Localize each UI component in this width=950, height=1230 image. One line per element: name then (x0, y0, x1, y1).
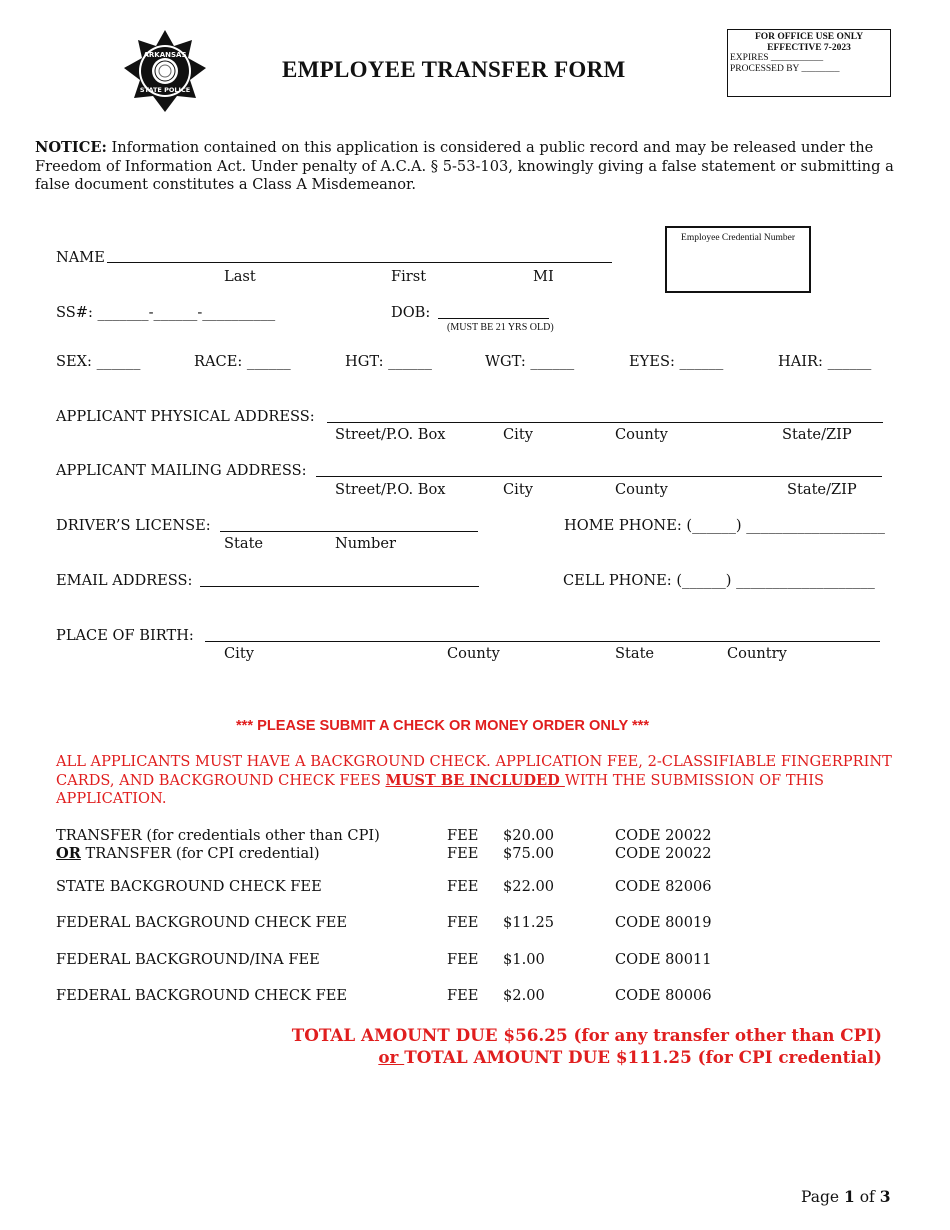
race-field[interactable]: RACE: ______ (194, 353, 291, 370)
email-input-line[interactable] (200, 586, 479, 587)
fee-code: CODE 20022 (615, 845, 712, 862)
height-field[interactable]: HGT: ______ (345, 353, 432, 370)
page-of: of (854, 1188, 880, 1206)
hair-field[interactable]: HAIR: ______ (778, 353, 872, 370)
mailing-city-caption: City (503, 481, 533, 498)
total-due-standard: TOTAL AMOUNT DUE $56.25 (for any transfer other than CPI) (291, 1025, 882, 1045)
fee-description (56, 951, 320, 968)
dl-number-caption: Number (335, 535, 396, 552)
mailing-address-label: APPLICANT MAILING ADDRESS: (56, 462, 307, 479)
page-label: Page (801, 1188, 844, 1206)
mailing-address-input-line[interactable] (316, 476, 882, 477)
dob-input-line[interactable] (438, 318, 549, 319)
fee-label: FEE (447, 987, 479, 1004)
background-paragraph-part1: ALL APPLICANTS MUST HAVE A BACKGROUND CHECK. APPLICATION FEE, 2-CLASSIFIABLE FINGERPRINT CARDS, AND BACKGROUND CHECK FEES (56, 753, 892, 789)
name-last-caption: Last (224, 268, 256, 285)
physical-city-caption: City (503, 426, 533, 443)
home-phone-field[interactable]: HOME PHONE: (______) ___________________ (564, 517, 885, 534)
pob-city-caption: City (224, 645, 254, 662)
fee-description-text: TRANSFER (for CPI credential) (80, 845, 320, 862)
dob-note: (MUST BE 21 YRS OLD) (447, 322, 554, 333)
drivers-license-label: DRIVER’S LICENSE: (56, 517, 211, 534)
total-due-cpi (378, 1047, 882, 1067)
check-money-order-notice: *** PLEASE SUBMIT A CHECK OR MONEY ORDER ONLY *** (236, 718, 650, 734)
must-be-included-emphasis: MUST BE INCLUDED (385, 771, 565, 789)
notice-label: NOTICE: (35, 139, 107, 156)
svg-text:ARKANSAS: ARKANSAS (143, 51, 187, 59)
office-processed-by: PROCESSED BY ________ (730, 63, 840, 74)
office-expires: EXPIRES ___________ (730, 53, 824, 63)
weight-field[interactable]: WGT: ______ (485, 353, 575, 370)
mailing-state-zip-caption: State/ZIP (787, 481, 857, 498)
sex-field[interactable]: SEX: ______ (56, 353, 141, 370)
fee-label: FEE (447, 951, 479, 968)
physical-address-label: APPLICANT PHYSICAL ADDRESS: (56, 408, 315, 425)
fee-description (56, 987, 347, 1004)
fee-description (56, 827, 380, 844)
fee-description-text: FEDERAL BACKGROUND CHECK FEE (56, 987, 348, 1004)
fee-amount: $2.00 (503, 987, 545, 1004)
name-mi-caption: MI (533, 268, 554, 285)
physical-county-caption: County (615, 426, 668, 443)
fee-description (56, 878, 322, 895)
page-current: 1 (844, 1187, 855, 1206)
ss-field[interactable]: SS#: _______-______-__________ (56, 304, 276, 321)
fee-description-text: STATE BACKGROUND CHECK FEE (56, 878, 322, 895)
cell-phone-field[interactable]: CELL PHONE: (______) ___________________ (563, 572, 875, 589)
svg-text:STATE POLICE: STATE POLICE (139, 86, 191, 94)
email-label: EMAIL ADDRESS: (56, 572, 193, 589)
mailing-street-caption: Street/P.O. Box (335, 481, 446, 498)
notice-text: Information contained on this application is considered a public record and may be released under the Freedom of Information Act. Under penalty of A.C.A. § 5-53-103, knowingly giving a false statement or submitting a false document constitutes a Class A Misdemeanor. (35, 139, 894, 193)
form-title: EMPLOYEE TRANSFER FORM (282, 57, 626, 82)
fee-code: CODE 80011 (615, 951, 712, 968)
total-or-connector: or (378, 1047, 405, 1067)
fee-code: CODE 80006 (615, 987, 712, 1004)
fee-code: CODE 80019 (615, 914, 712, 931)
fee-label: FEE (447, 878, 479, 895)
page-number (801, 1187, 891, 1206)
fee-label: FEE (447, 914, 479, 931)
fee-amount: $75.00 (503, 845, 555, 862)
fee-amount: $1.00 (503, 951, 545, 968)
physical-street-caption: Street/P.O. Box (335, 426, 446, 443)
pob-county-caption: County (447, 645, 500, 662)
background-paragraph-part2: WITH THE SUBMISSION OF THIS APPLICATION. (56, 771, 825, 807)
fee-description-text: FEDERAL BACKGROUND CHECK FEE (56, 914, 348, 931)
fee-amount: $11.25 (503, 914, 555, 931)
office-use-box (727, 29, 891, 97)
fee-amount: $20.00 (503, 827, 555, 844)
fee-description-text: FEDERAL BACKGROUND/INA FEE (56, 951, 320, 968)
fee-or-prefix: OR (56, 845, 81, 862)
arkansas-state-police-seal (120, 28, 210, 114)
fee-code: CODE 20022 (615, 827, 712, 844)
fee-amount: $22.00 (503, 878, 555, 895)
place-of-birth-label: PLACE OF BIRTH: (56, 627, 194, 644)
eyes-field[interactable]: EYES: ______ (629, 353, 724, 370)
office-effective-date: EFFECTIVE 7-2023 (767, 42, 851, 53)
mailing-county-caption: County (615, 481, 668, 498)
physical-state-zip-caption: State/ZIP (782, 426, 852, 443)
drivers-license-input-line[interactable] (220, 531, 478, 532)
total-due-cpi-text: TOTAL AMOUNT DUE $111.25 (for CPI credential) (404, 1047, 882, 1067)
dl-state-caption: State (224, 535, 264, 552)
background-check-paragraph (56, 753, 906, 809)
fee-description (56, 845, 320, 862)
notice-paragraph (35, 139, 905, 195)
name-label: NAME (56, 249, 105, 266)
name-first-caption: First (391, 268, 427, 285)
fee-description (56, 914, 347, 931)
physical-address-input-line[interactable] (327, 422, 883, 423)
page-total: 3 (879, 1187, 891, 1206)
place-of-birth-input-line[interactable] (205, 641, 880, 642)
employee-credential-box[interactable]: Employee Credential Number (665, 226, 811, 293)
fee-label: FEE (447, 845, 479, 862)
fee-code: CODE 82006 (615, 878, 712, 895)
fee-description-text: TRANSFER (for credentials other than CPI) (56, 827, 380, 844)
fee-label: FEE (447, 827, 479, 844)
pob-country-caption: Country (727, 645, 787, 662)
pob-state-caption: State (615, 645, 655, 662)
office-use-heading: FOR OFFICE USE ONLY (754, 32, 864, 42)
name-input-line[interactable] (107, 262, 612, 263)
dob-label: DOB: (391, 304, 431, 321)
